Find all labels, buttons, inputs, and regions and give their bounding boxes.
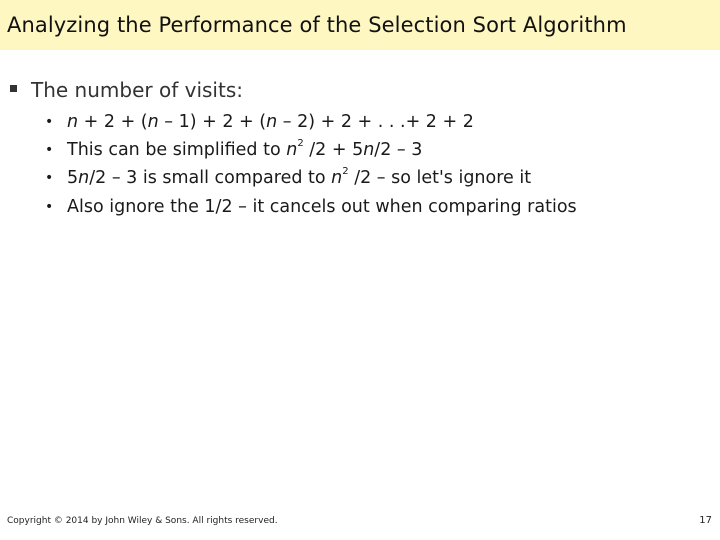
text-run: – 2) + 2 + . . .+ 2 + 2: [277, 112, 474, 132]
text-run: /2 – 3 is small compared to: [89, 168, 332, 188]
slide-title: Analyzing the Performance of the Selection Sort Algorithm: [7, 13, 627, 37]
text-run: /2 – 3: [374, 140, 423, 160]
math-var: n: [363, 140, 375, 160]
math-var: n: [286, 140, 298, 160]
main-bullet: [10, 78, 243, 102]
text-run: /2 + 5: [303, 140, 364, 160]
bullet-dot-icon: •: [45, 170, 54, 186]
exponent: 2: [297, 138, 304, 149]
square-bullet-icon: [10, 85, 17, 92]
title-band: [0, 0, 720, 50]
bullet-dot-icon: •: [45, 114, 54, 130]
math-var: n: [147, 112, 159, 132]
sub-bullet-1: [45, 112, 474, 132]
math-var: n: [67, 112, 79, 132]
text-run: This can be simplified to: [67, 140, 287, 160]
math-var: n: [331, 168, 343, 188]
bullet-dot-icon: •: [45, 199, 54, 215]
sub-bullet-3: [45, 168, 531, 188]
text-run: /2 – so let's ignore it: [348, 168, 532, 188]
footer-copyright: Copyright © 2014 by John Wiley & Sons. All rights reserved.: [7, 516, 278, 526]
sub-bullet-4: [45, 197, 577, 217]
text-run: – 1) + 2 + (: [158, 112, 267, 132]
math-var: n: [78, 168, 90, 188]
exponent: 2: [342, 166, 349, 177]
math-var: n: [266, 112, 278, 132]
text-run: + 2 + (: [78, 112, 148, 132]
bullet-dot-icon: •: [45, 142, 54, 158]
sub-bullet-2: [45, 140, 422, 160]
text-run: Also ignore the 1/2 – it cancels out when comparing ratios: [67, 197, 577, 217]
page-number: 17: [699, 515, 712, 526]
text-run: 5: [67, 168, 79, 188]
main-bullet-text: The number of visits:: [31, 78, 243, 102]
